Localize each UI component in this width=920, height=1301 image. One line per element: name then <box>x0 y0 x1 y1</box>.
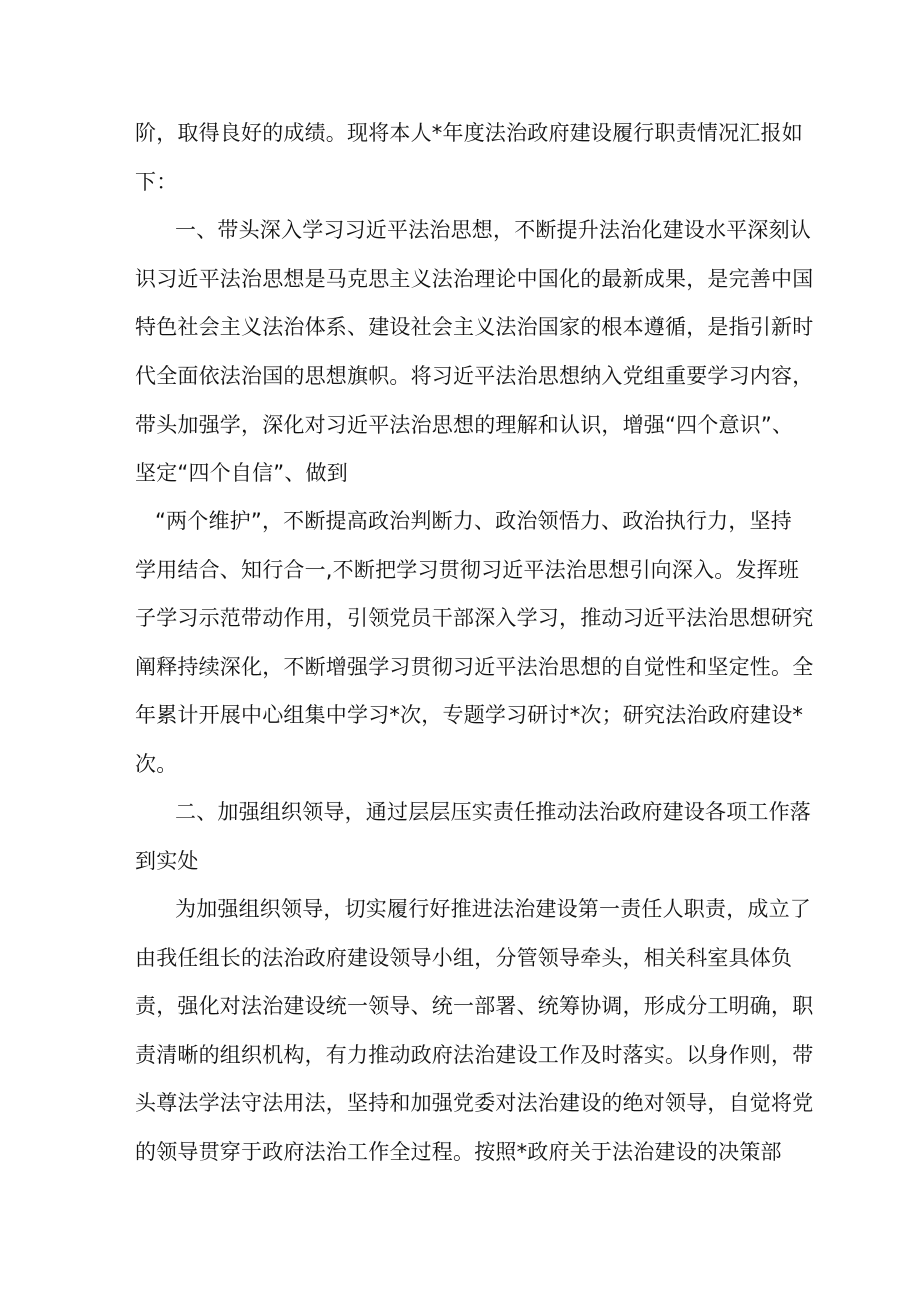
text-line: 特色社会主义法治体系、建设社会主义法治国家的根本遵循，是指引新时 <box>135 315 814 339</box>
section-heading: 一、带头深入学习习近平法治思想，不断提升法治化建设水平深刻认 <box>175 218 811 242</box>
text-line: “两个维护”，不断提高政治判断力、政治领悟力、政治执行力，坚持 <box>155 509 792 533</box>
section-heading: 二、加强组织领导，通过层层压实责任推动法治政府建设各项工作落 <box>175 800 811 824</box>
text-line: 的领导贯穿于政府法治工作全过程。按照*政府关于法治建设的决策部 <box>135 1140 782 1164</box>
text-line: 由我任组长的法治政府建设领导小组，分管领导牵头，相关科室具体负 <box>135 946 793 970</box>
text-line: 责清晰的组织机构，有力推动政府法治建设工作及时落实。以身作则，带 <box>135 1043 814 1067</box>
text-line: 代全面依法治国的思想旗帜。将习近平法治思想纳入党组重要学习内容， <box>135 364 814 388</box>
text-line: 年累计开展中心组集中学习*次，专题学习研讨*次；研究法治政府建设* <box>135 703 804 727</box>
text-line: 责，强化对法治建设统一领导、统一部署、统筹协调，形成分工明确，职 <box>135 994 814 1018</box>
text-line: 学用结合、知行合一,不断把学习贯彻习近平法治思想引向深入。发挥班 <box>135 558 800 582</box>
text-line: 到实处 <box>135 849 199 873</box>
text-line: 阐释持续深化，不断增强学习贯彻习近平法治思想的自觉性和坚定性。全 <box>135 655 814 679</box>
text-line: 阶，取得良好的成绩。现将本人*年度法治政府建设履行职责情况汇报如 <box>135 121 803 145</box>
text-line: 为加强组织领导，切实履行好推进法治建设第一责任人职责，成立了 <box>175 897 811 921</box>
text-line: 次。 <box>135 752 178 776</box>
text-line: 头尊法学法守法用法，坚持和加强党委对法治建设的绝对领导，自觉将党 <box>135 1091 814 1115</box>
text-line: 坚定“四个自信”、做到 <box>135 461 348 485</box>
text-line: 带头加强学，深化对习近平法治思想的理解和认识，增强“四个意识”、 <box>135 413 794 437</box>
text-line: 识习近平法治思想是马克思主义法治理论中国化的最新成果，是完善中国 <box>135 267 814 291</box>
text-line: 下： <box>135 170 178 194</box>
text-line: 子学习示范带动作用，引领党员干部深入学习，推动习近平法治思想研究 <box>135 606 814 630</box>
